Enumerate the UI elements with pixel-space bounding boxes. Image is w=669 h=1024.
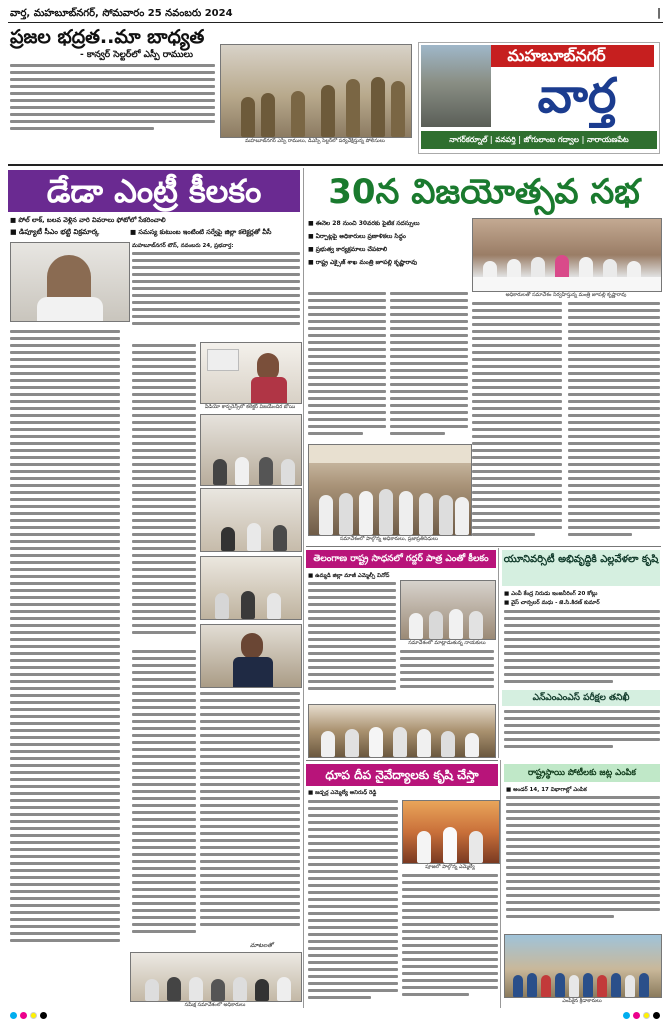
sabha-bullet-2: ■ ఏర్పాట్లపై అధికారులు ప్రణాళికలు సిద్ధం <box>308 233 406 240</box>
masthead-text: వార్త, మహబూబ్‌నగర్, సోమవారం 25 నవంబరు 2024 <box>10 8 233 19</box>
bottom-photo-caption: సమీక్ష సమావేశంలో అధికారులు <box>184 1002 246 1008</box>
sabha-col3 <box>472 302 562 546</box>
police-photo-caption: మహబూబ్‌నగర్ ఎస్పీ రాములు, డిఎస్పీ సెల్టర్‌లో పర్యవేక్షిస్తున్న పోలీసులు <box>245 138 385 144</box>
dc-bullet-1: ■ పోల్ లాక్, బలవ వెళ్లిన వారి వివరాలు ఫోటోలో సేకరించాలి <box>10 216 166 224</box>
telangana-photo-1 <box>400 580 496 640</box>
dc-story-col2b <box>132 344 196 644</box>
telangana-col1 <box>308 582 396 700</box>
dc-bullet-2: ■ డిప్యూటీ సీఎం భట్టి విక్రమార్క <box>10 228 100 236</box>
cyan-dot <box>10 1012 17 1019</box>
sports-title: రాష్ట్రస్థాయి పోటీలకు జట్ల ఎంపిక <box>504 764 660 782</box>
top-story-subtitle: - కాన్వర్ సెల్టర్‌లో ఎస్పీ రాములు <box>80 50 194 60</box>
telangana-photo-caption: సమావేశంలో మాట్లాడుతున్న నాయకులు <box>408 640 486 646</box>
sabha-bullet-3: ■ ప్రభుత్వ కార్యక్రమాలు చేపటాలి <box>308 246 388 253</box>
dhoopa-col2 <box>402 874 498 1008</box>
hall-photo <box>308 444 472 536</box>
telangana-col2 <box>400 650 494 700</box>
dc-bullet-3: ■ సమస్య కుటుంబ ఇంటింటి సర్వేపై జిల్లా కలెక్టర్లతో వీసీ <box>130 228 272 236</box>
dc-story-col3 <box>200 692 300 946</box>
brand-box <box>418 42 660 154</box>
sabha-col4 <box>568 302 660 546</box>
university-bullet-1: ■ ఎంవీ కేంద్ర నిరుడు ఇంజనీరింగ్ 20 కోట్లు <box>504 591 598 597</box>
district-gadwal: జోగులాంబ గద్వాల <box>523 135 579 144</box>
sabha-bullet-1: ■ ఈనెల 28 నుంచి 30వరకు పైటిక సదస్సులు <box>308 220 420 227</box>
university-body <box>504 610 660 688</box>
university-title <box>502 550 660 586</box>
telangana-photo-2 <box>308 704 496 758</box>
brand-logo: వార్త <box>537 68 617 124</box>
brand-districts: నాగర్‌కర్నూల్ | వనపర్తి | జోగులాంబ గద్వాల | నారాయణపేట <box>421 131 657 149</box>
district-wanaparthy: వనపర్తి <box>495 135 516 144</box>
deputy-cm-photo <box>10 242 130 322</box>
yellow-dot <box>30 1012 37 1019</box>
sports-body <box>506 796 660 932</box>
dc-story-title: డేడా ఎంట్రీ కీలకం <box>8 170 300 212</box>
district-narayanpet: నారాయణపేట <box>586 135 629 144</box>
masthead <box>8 4 663 23</box>
conference-photo-3 <box>200 556 302 620</box>
university-bullet-2: ■ వైస్ చాన్సలర్ మధు - జె.సి.కిరణ్ కుమార్ <box>504 600 600 606</box>
dc-story-col2c <box>132 650 196 950</box>
dhoopa-photo <box>402 800 500 864</box>
hall-photo-caption: సమావేశంలో పాల్గొన్న అధికారులు, ప్రజాప్రతినిధులు <box>340 536 438 542</box>
sabha-bullets <box>308 220 468 272</box>
collector-photo <box>200 342 302 404</box>
color-registration-bar <box>10 1012 660 1020</box>
conference-photo-1 <box>200 414 302 486</box>
page-number: | <box>656 6 661 19</box>
conference-photo-2 <box>200 488 302 552</box>
minister-meeting-photo <box>472 218 662 292</box>
dc-story-col2 <box>132 252 300 342</box>
sports-photo-caption: ఎంపికైన క్రీడాకారులు <box>562 998 602 1004</box>
top-story-body <box>10 64 215 144</box>
conference-photo-4 <box>200 624 302 688</box>
signature: మాటలతో <box>250 942 274 949</box>
black-dot-right <box>653 1012 660 1019</box>
telangana-byline: ■ ఉమ్మడి జిల్లా మాజీ ఎమ్మెల్సీ వినోద్ <box>308 573 390 579</box>
dc-story-col1 <box>10 330 120 970</box>
minister-photo-caption: అధికారులతో సమావేశం నిర్వహిస్తున్న మంత్రి జూపల్లి కృష్ణారావు <box>505 292 627 298</box>
sabha-bullet-4: ■ రాష్ట్ర ఎక్సైజ్ శాఖ మంత్రి జూపల్లి కృష్ణారావు <box>308 259 418 266</box>
black-dot <box>40 1012 47 1019</box>
dc-dateline: మహబూబ్‌నగర్ టౌన్, నవంబరు 24, ప్రభవార్త: <box>132 243 234 249</box>
dhoopa-photo-caption: పూజలో పాల్గొన్న ఎమ్మెల్యే <box>425 864 475 870</box>
sabha-title: 30న విజయోత్సవ సభ <box>328 172 640 212</box>
sports-bullet: ■ అండర్ 14, 17 విభాగాల్లో ఎంపిక <box>506 787 587 793</box>
bottom-meeting-photo <box>130 952 302 1002</box>
dam-photo <box>421 45 491 127</box>
police-photo <box>220 44 412 138</box>
collector-photo-caption: వీడియో కాన్ఫరెన్స్‌లో కలెక్టర్ విజయేందిర బోయి <box>204 404 296 410</box>
district-nagarkurnool: నాగర్‌కర్నూల్ <box>449 135 488 144</box>
brand-city: మహబూబ్‌నగర్ <box>459 45 654 67</box>
sabha-col1 <box>308 292 386 442</box>
magenta-dot-right <box>633 1012 640 1019</box>
university-title-text: యూనివర్సిటీ అభివృద్ధికి ఎల్లవేళలా కృషి <box>503 554 659 565</box>
dhoopa-byline: ■ జడ్చర్ల ఎమ్మెల్యే అనిరుధ్ రెడ్డి <box>308 790 377 796</box>
dhoopa-title: ధూప దీప నైవేద్యాలకు కృషి చేస్తా <box>306 764 498 786</box>
sports-photo <box>504 934 662 998</box>
sabha-col2 <box>390 292 468 442</box>
top-story-title: ప్రజల భద్రత..మా బాధ్యత <box>10 26 205 48</box>
cyan-dot-right <box>623 1012 630 1019</box>
exam-body <box>504 710 660 758</box>
magenta-dot <box>20 1012 27 1019</box>
dhoopa-col1 <box>308 800 398 1008</box>
exam-title: ఎన్ఎంఎంఎస్ పరీక్షల తనిఖీ <box>502 690 660 706</box>
telangana-title: తెలంగాణ రాష్ట్ర సాధనలో గద్దర్ పాత్ర ఎంతో కీలకం <box>306 550 496 568</box>
yellow-dot-right <box>643 1012 650 1019</box>
